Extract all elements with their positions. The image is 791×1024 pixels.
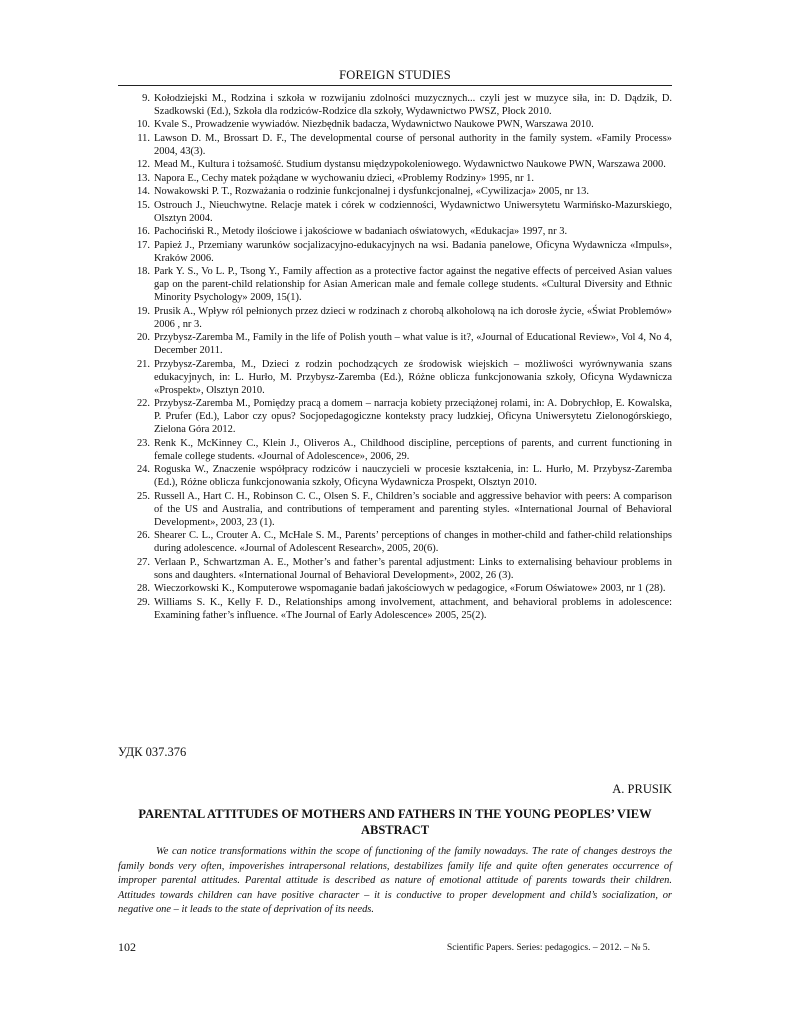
reference-number: 14. bbox=[136, 186, 150, 198]
reference-number: 17. bbox=[136, 239, 150, 251]
reference-text: Wieczorkowski K., Komputerowe wspomaganie badań jakościowych w pedagogice, «Forum Oświatowe» 2003, nr 1 (28). bbox=[154, 583, 666, 595]
article-title: PARENTAL ATTITUDES OF MOTHERS AND FATHERS IN THE YOUNG PEOPLES’ VIEW ABSTRACT bbox=[138, 807, 652, 837]
reference-number: 16. bbox=[136, 226, 150, 238]
reference-number: 11. bbox=[137, 132, 150, 144]
reference-text: Pachociński R., Metody ilościowe i jakościowe w badaniach oświatowych, «Edukacja» 1997, nr 3. bbox=[154, 226, 568, 238]
reference-text: Kvale S., Prowadzenie wywiadów. Niezbędnik badacza, Wydawnictwo Naukowe PWN, Warszawa 2010. bbox=[154, 119, 594, 131]
reference-number: 22. bbox=[136, 398, 150, 410]
reference-number: 26. bbox=[136, 530, 150, 542]
reference-text: Papież J., Przemiany warunków socjalizacyjno-edukacyjnych na wsi. Badania panelowe, Oficyna Wydawnicza «Impuls», Kraków 2006. bbox=[154, 239, 672, 264]
reference-text: Renk K., McKinney C., Klein J., Oliveros A., Childhood discipline, perceptions of parents, and current functioning in female college students. «Journal of Adolescence», 2006, 29. bbox=[154, 437, 672, 462]
reference-item bbox=[118, 358, 672, 397]
reference-text: Przybysz-Zaremba, M., Dzieci z rodzin pochodzących ze środowisk wiejskich – możliwości wyrównywania szans edukacyjnych, in: L. Hurło, M. Przybysz-Zaremba (Ed.), Różne oblicza funkcjonowania szkoły, Oficyna Wydawnicza «Prospekt», Olsztyn 2010. bbox=[154, 358, 672, 396]
reference-item bbox=[118, 582, 672, 595]
reference-item bbox=[118, 265, 672, 304]
reference-item bbox=[118, 199, 672, 225]
page-number: 102 bbox=[118, 940, 136, 954]
reference-item bbox=[118, 305, 672, 331]
reference-number: 9. bbox=[142, 93, 150, 104]
reference-item bbox=[118, 463, 672, 489]
header-rule bbox=[118, 85, 672, 86]
reference-number: 24. bbox=[136, 464, 150, 476]
reference-item bbox=[118, 92, 672, 118]
journal-footer: Scientific Papers. Series: pedagogics. – 2012. – № 5. bbox=[446, 942, 650, 953]
reference-item bbox=[118, 185, 672, 198]
reference-item bbox=[118, 529, 672, 555]
running-header: FOREIGN STUDIES bbox=[339, 68, 451, 82]
reference-number: 28. bbox=[136, 583, 150, 595]
reference-text: Park Y. S., Vo L. P., Tsong Y., Family affection as a protective factor against the negative effects of perceived Asian values gap on the parent-child relationship for Asian American male and female college students. «Cultural Diversity and Ethnic Minority Psychology» 2009, 15(1). bbox=[154, 266, 672, 304]
reference-number: 21. bbox=[136, 358, 150, 370]
reference-number: 12. bbox=[136, 159, 150, 171]
reference-text: Verlaan P., Schwartzman A. E., Mother’s and father’s parental adjustment: Links to externalising behaviour problems in sons and daughters. «International Journal of Behavioral Development», 2002, 26 (3). bbox=[154, 556, 672, 581]
reference-item bbox=[118, 490, 672, 529]
reference-item bbox=[118, 437, 672, 463]
reference-number: 25. bbox=[136, 490, 150, 502]
reference-text: Napora E., Cechy matek pożądane w wychowaniu dzieci, «Problemy Rodziny» 1995, nr 1. bbox=[154, 172, 534, 184]
reference-number: 27. bbox=[136, 556, 150, 568]
reference-text: Mead M., Kultura i tożsamość. Studium dystansu międzypokoleniowego. Wydawnictwo Naukowe PWN, Warszawa 2000. bbox=[154, 159, 666, 171]
reference-item bbox=[118, 158, 672, 171]
reference-text: Russell A., Hart C. H., Robinson C. C., Olsen S. F., Children’s sociable and aggressive behavior with peers: A comparison of the US and Australia, and contributions of temperament and parenting styles. «International Journal of Behavioral Development», 2003, 23 (1). bbox=[154, 490, 672, 528]
article-abstract: We can notice transformations within the scope of functioning of the family nowadays. The rate of changes destroys the family bonds very often, impoverishes intrapersonal relations, destabilizes family life and quite often generates occurrence of improper parental attitudes. Parental attitude is described as nature of emotional attitude of parents towards their children. Attitudes towards children can have positive character – it is conductive to proper development and child’s socialization, or negative one – it leads to the state of deprivation of its needs. bbox=[118, 846, 672, 915]
reference-text: Williams S. K., Kelly F. D., Relationships among involvement, attachment, and behavioral problems in adolescence: Examining father’s influence. «The Journal of Early Adolescence» 2005, 25(2). bbox=[154, 596, 672, 621]
reference-number: 29. bbox=[136, 596, 150, 608]
reference-text: Przybysz-Zaremba M., Family in the life of Polish youth – what value is it?, «Journal of Educational Review», Vol 4, No 4, December 2011. bbox=[154, 332, 672, 357]
article-author: A. PRUSIK bbox=[612, 782, 672, 796]
reference-text: Prusik A., Wpływ ról pełnionych przez dzieci w rodzinach z chorobą alkoholową na ich dorosłe życie, «Świat Problemów» 2006 , nr 3. bbox=[154, 305, 672, 330]
reference-list bbox=[118, 92, 672, 622]
reference-number: 13. bbox=[136, 172, 150, 184]
reference-number: 23. bbox=[136, 437, 150, 449]
reference-item bbox=[118, 556, 672, 582]
reference-text: Lawson D. M., Brossart D. F., The developmental course of personal authority in the family system. «Family Process» 2004, 43(3). bbox=[154, 132, 672, 157]
reference-item bbox=[118, 172, 672, 185]
reference-item bbox=[118, 225, 672, 238]
reference-text: Roguska W., Znaczenie współpracy rodziców i nauczycieli w procesie kształcenia, in: L. Hurło, M. Przybysz-Zaremba (Ed.), Różne oblicza funkcjonowania szkoły, Oficyna Wydawnicza Prospekt, Olsztyn 2010. bbox=[154, 464, 672, 489]
reference-number: 19. bbox=[136, 305, 150, 317]
reference-number: 15. bbox=[136, 199, 150, 211]
reference-text: Shearer C. L., Crouter A. C., McHale S. M., Parents’ perceptions of changes in mother-child and father-child relationships during adolescence. «Journal of Adolescent Research», 2005, 20(6). bbox=[154, 530, 672, 555]
reference-text: Ostrouch J., Nieuchwytne. Relacje matek i córek w codzienności, Wydawnictwo Uniwersytetu Warmińsko-Mazurskiego, Olsztyn 2004. bbox=[154, 199, 672, 224]
reference-item bbox=[118, 397, 672, 436]
reference-item bbox=[118, 331, 672, 357]
reference-text: Kołodziejski M., Rodzina i szkoła w rozwijaniu zdolności muzycznych... czyli jest w muzyce siła, in: D. Dądzik, D. Szadkowski (Ed.), Szkoła dla rodziców-Rodzice dla szkoły, Wydawnictwo PWSZ, Płock 2010. bbox=[154, 93, 672, 118]
reference-text: Nowakowski P. T., Rozważania o rodzinie funkcjonalnej i dysfunkcjonalnej, «Cywilizacja» 2005, nr 13. bbox=[154, 186, 589, 198]
udk-code: УДК 037.376 bbox=[118, 745, 187, 759]
reference-text: Przybysz-Zaremba M., Pomiędzy pracą a domem – narracja kobiety przeciążonej rolami, in: A. Dobrychłop, E. Kowalska, P. Prufer (Ed.), Labor czy opus? Socjopedagogiczne konteksty pracy ludzkiej, Oficyna Uniwersytetu Zielonogórskiego, Zielona Góra 2012. bbox=[154, 398, 672, 436]
reference-number: 10. bbox=[136, 119, 150, 131]
reference-number: 20. bbox=[136, 332, 150, 344]
reference-number: 18. bbox=[136, 266, 150, 278]
reference-item bbox=[118, 132, 672, 158]
reference-item bbox=[118, 118, 672, 131]
reference-item bbox=[118, 596, 672, 622]
reference-item bbox=[118, 239, 672, 265]
